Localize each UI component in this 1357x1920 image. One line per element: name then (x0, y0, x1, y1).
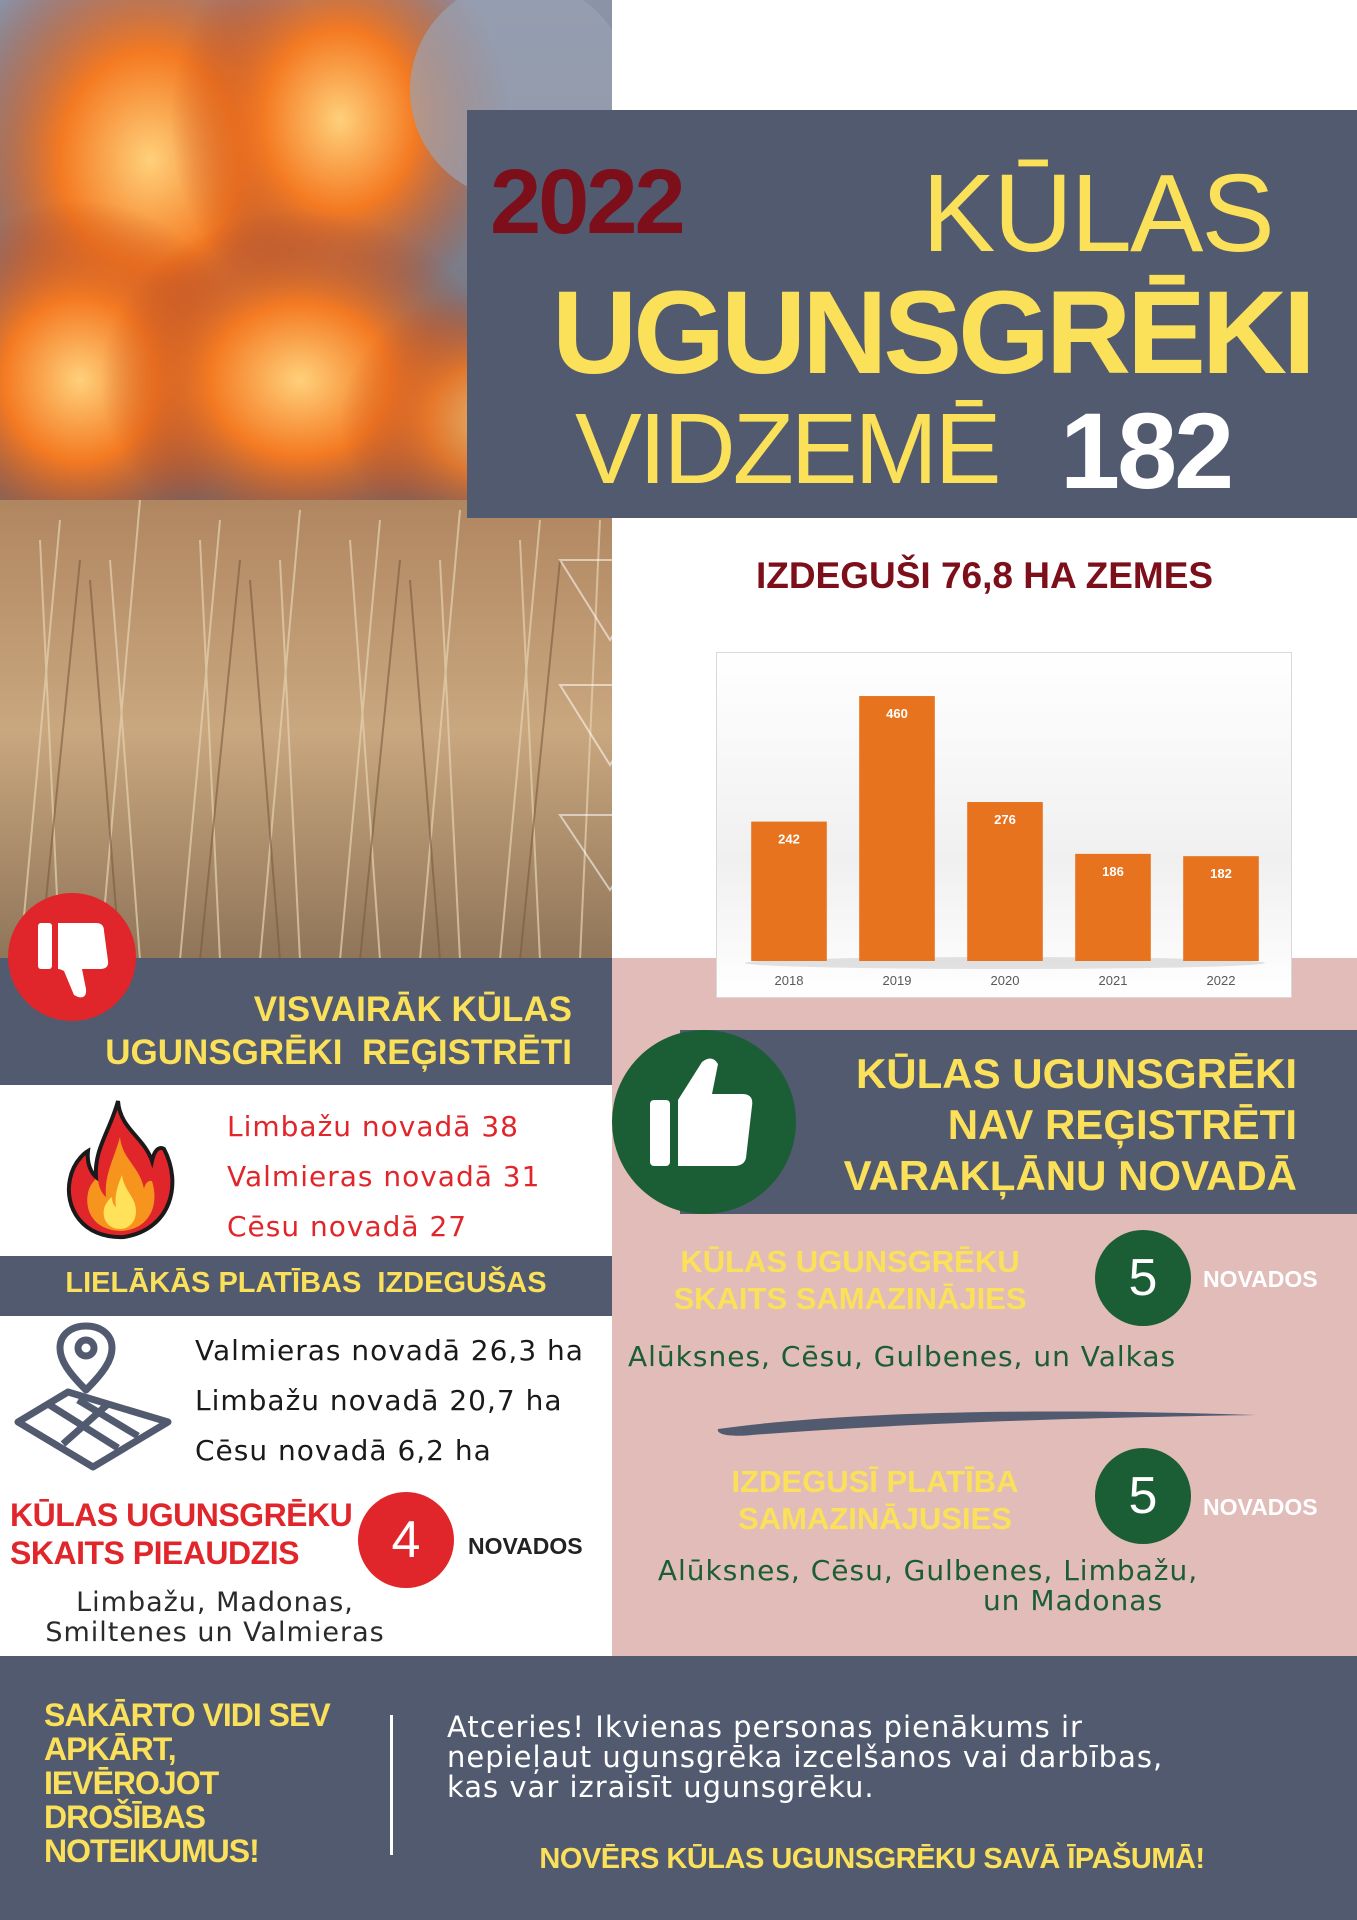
chart-x-tick-2018: 2018 (774, 973, 804, 988)
list-item: Valmieras novadā 26,3 ha (195, 1334, 584, 1367)
decreased-count-heading-line2: SKAITS SAMAZINĀJIES (673, 1281, 1027, 1316)
title-line3: VIDZEMĒ (575, 393, 999, 505)
most-registered-heading-line1: VISVAIRĀK KŪLAS (253, 990, 572, 1029)
decreased-count-list: Alūksnes, Cēsu, Gulbenes, un Valkas (628, 1340, 1177, 1373)
list-item: Cēsu novadā 27 (227, 1210, 468, 1243)
map-pin-icon (8, 1322, 178, 1477)
largest-areas-header (0, 1256, 612, 1316)
title-count: 182 (1060, 390, 1232, 511)
footer-left-line: SAKĀRTO VIDI SEV (44, 1697, 330, 1733)
decreased-area-heading-line2: SAMAZINĀJUSIES (738, 1501, 1012, 1536)
not-registered-line2: NAV REĢISTRĒTI (947, 1101, 1297, 1148)
increased-heading-line1: KŪLAS UGUNSGRĒKU (10, 1497, 353, 1533)
thumbs-up-icon (612, 1030, 796, 1214)
decreased-area-list (638, 1556, 1218, 1616)
list-item: Limbažu novadā 20,7 ha (195, 1384, 563, 1417)
fires-bar-chart (716, 652, 1292, 998)
footer-left-line: APKĀRT, (44, 1731, 176, 1767)
divider-brush-stroke (712, 1405, 1262, 1444)
thumbs-down-icon (8, 893, 136, 1021)
not-registered-heading (844, 1048, 1297, 1201)
decreased-area-unit: NOVADOS (1203, 1494, 1318, 1520)
chart-bar-2019 (859, 696, 935, 961)
not-registered-line3: VARAKĻĀNU NOVADĀ (843, 1152, 1297, 1199)
footer-cta: NOVĒRS KŪLAS UGUNSGRĒKU SAVĀ ĪPAŠUMĀ! (539, 1843, 1205, 1875)
increased-list-line2: Smiltenes un Valmieras (45, 1617, 385, 1648)
most-registered-heading-line2: UGUNSGRĒKI REĢISTRĒTI (105, 1033, 572, 1072)
largest-areas-list (195, 1326, 584, 1476)
decreased-area-badge: 5 (1095, 1448, 1191, 1544)
decreased-count-unit: NOVADOS (1203, 1266, 1318, 1292)
title-line1: KŪLAS (922, 152, 1273, 275)
footer-note-line: Atceries! Ikvienas personas pienākums ir (447, 1710, 1083, 1744)
list-item: Valmieras novadā 31 (227, 1160, 541, 1193)
footer-note-line: nepieļaut ugunsgrēka izcelšanos vai darbības, (447, 1740, 1164, 1774)
footer-left-line: NOTEIKUMUS! (44, 1833, 259, 1869)
increased-count-badge: 4 (358, 1492, 454, 1588)
decreased-area-list-line1: Alūksnes, Cēsu, Gulbenes, Limbažu, (657, 1554, 1199, 1587)
increased-heading (10, 1496, 352, 1572)
footer-safety-call (44, 1698, 330, 1868)
chart-svg (717, 653, 1293, 999)
decreased-count-heading-line1: KŪLAS UGUNSGRĒKU (680, 1244, 1020, 1279)
chart-x-tick-2021: 2021 (1098, 973, 1128, 988)
increased-unit: NOVADOS (468, 1533, 583, 1559)
footer-note (447, 1712, 1307, 1802)
flame-icon (60, 1097, 180, 1247)
increased-list-line1: Limbažu, Madonas, (76, 1587, 354, 1618)
decreased-count-badge: 5 (1095, 1230, 1191, 1326)
chart-data-label-2022: 182 (1210, 866, 1232, 882)
title-year: 2022 (490, 151, 683, 253)
list-item: Cēsu novadā 6,2 ha (195, 1434, 492, 1467)
footer-note-line: kas var izraisīt ugunsgrēku. (447, 1770, 875, 1804)
chart-x-tick-2020: 2020 (990, 973, 1020, 988)
footer-left-line: DROŠĪBAS (44, 1799, 205, 1835)
decreased-area-list-line2: un Madonas (982, 1584, 1164, 1617)
largest-areas-heading: LIELĀKĀS PLATĪBAS IZDEGUŠAS (65, 1267, 547, 1299)
chart-data-label-2021: 186 (1102, 863, 1124, 879)
chart-data-label-2020: 276 (994, 812, 1016, 828)
footer-divider (390, 1715, 393, 1855)
not-registered-line1: KŪLAS UGUNSGRĒKI (855, 1050, 1297, 1097)
most-registered-list (227, 1102, 540, 1252)
list-item: Limbažu novadā 38 (227, 1110, 519, 1143)
chart-x-tick-2022: 2022 (1206, 973, 1236, 988)
decreased-area-heading-line1: IZDEGUSĪ PLATĪBA (731, 1464, 1019, 1499)
chart-data-label-2019: 460 (886, 706, 908, 722)
chart-data-label-2018: 242 (778, 831, 800, 847)
decreased-area-heading (680, 1463, 1070, 1537)
title-line2: UGUNSGRĒKI (552, 267, 1312, 399)
chart-x-tick-2019: 2019 (882, 973, 912, 988)
increased-list (0, 1588, 430, 1648)
increased-heading-line2: SKAITS PIEAUDZIS (10, 1535, 299, 1571)
decreased-count-heading (640, 1243, 1060, 1317)
footer-left-line: IEVĒROJOT (44, 1765, 219, 1801)
most-registered-heading (105, 988, 572, 1074)
burned-area-heading: IZDEGUŠI 76,8 HA ZEMES (755, 555, 1214, 596)
